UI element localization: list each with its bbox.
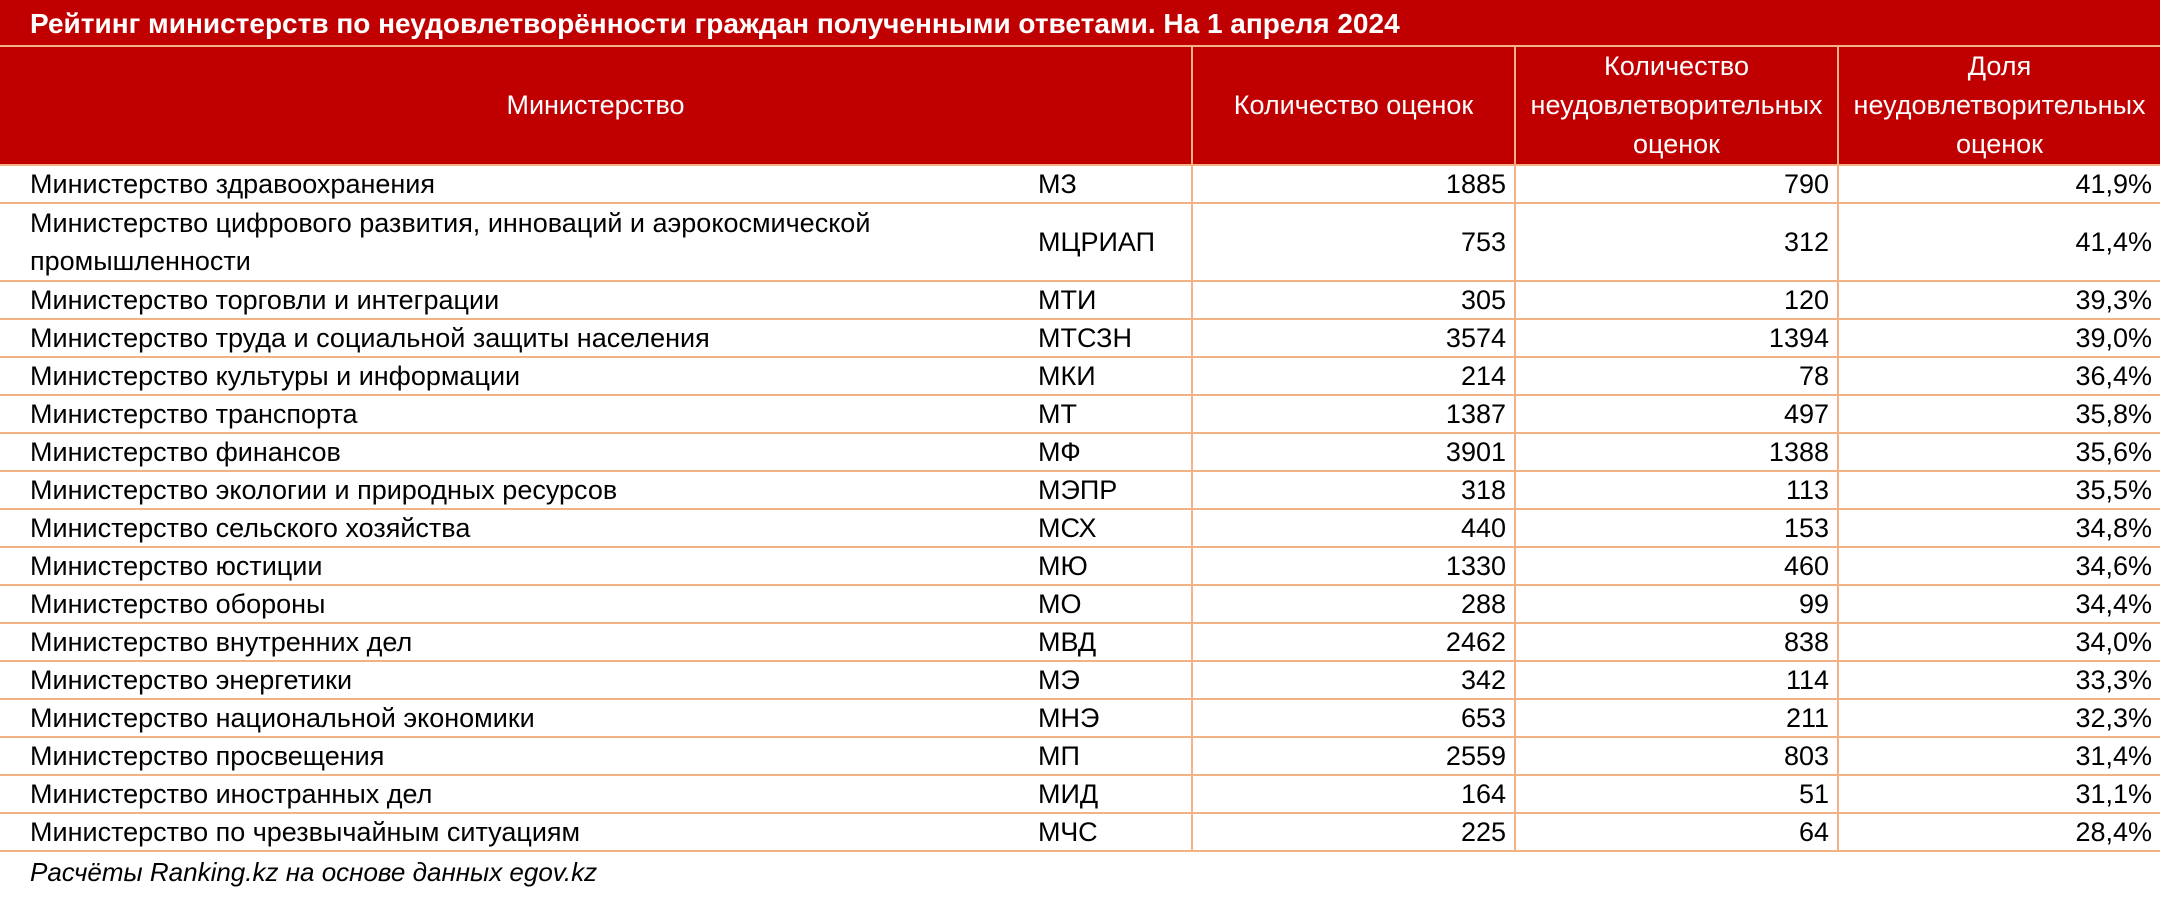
- ministry-abbr-cell: МТСЗН: [1030, 319, 1192, 357]
- unsatisfied-share-cell: 34,0%: [1838, 623, 2160, 661]
- unsatisfied-count-cell: 1394: [1515, 319, 1838, 357]
- ministry-name-cell: Министерство энергетики: [0, 661, 1030, 699]
- header-row: [0, 47, 2160, 165]
- unsatisfied-count-cell: 64: [1515, 813, 1838, 851]
- ministry-abbr-cell: МЭ: [1030, 661, 1192, 699]
- ministry-name-cell: Министерство экологии и природных ресурсов: [0, 471, 1030, 509]
- ministry-name-cell: Министерство культуры и информации: [0, 357, 1030, 395]
- ratings-count-cell: 1387: [1192, 395, 1515, 433]
- ratings-count-cell: 2559: [1192, 737, 1515, 775]
- ministry-name-cell: Министерство здравоохранения: [0, 165, 1030, 203]
- unsatisfied-count-cell: 460: [1515, 547, 1838, 585]
- ministry-abbr-cell: МНЭ: [1030, 699, 1192, 737]
- ministry-name-cell: Министерство торговли и интеграции: [0, 281, 1030, 319]
- table-row: [0, 699, 2160, 737]
- header-unsatisfied-share: Доля неудовлетворительных оценок: [1838, 47, 2160, 165]
- ratings-count-cell: 225: [1192, 813, 1515, 851]
- unsatisfied-count-cell: 78: [1515, 357, 1838, 395]
- unsatisfied-share-cell: 35,8%: [1838, 395, 2160, 433]
- ministry-abbr-cell: МЦРИАП: [1030, 203, 1192, 281]
- ministry-name-cell: Министерство просвещения: [0, 737, 1030, 775]
- header-unsatisfied-count: Количество неудовлетворительных оценок: [1515, 47, 1838, 165]
- table-row: [0, 203, 2160, 281]
- ratings-count-cell: 2462: [1192, 623, 1515, 661]
- unsatisfied-count-cell: 99: [1515, 585, 1838, 623]
- ratings-count-cell: 3901: [1192, 433, 1515, 471]
- unsatisfied-count-cell: 497: [1515, 395, 1838, 433]
- ministry-abbr-cell: МЗ: [1030, 165, 1192, 203]
- unsatisfied-share-cell: 34,4%: [1838, 585, 2160, 623]
- unsatisfied-share-cell: 31,4%: [1838, 737, 2160, 775]
- ministry-name-cell: Министерство транспорта: [0, 395, 1030, 433]
- ministry-name-cell: Министерство иностранных дел: [0, 775, 1030, 813]
- source-note: Расчёты Ranking.kz на основе данных egov.kz: [30, 857, 598, 887]
- ratings-count-cell: 342: [1192, 661, 1515, 699]
- ratings-count-cell: 164: [1192, 775, 1515, 813]
- ratings-count-cell: 214: [1192, 357, 1515, 395]
- unsatisfied-share-cell: 28,4%: [1838, 813, 2160, 851]
- ministry-name-cell: Министерство сельского хозяйства: [0, 509, 1030, 547]
- table-row: [0, 319, 2160, 357]
- unsatisfied-count-cell: 790: [1515, 165, 1838, 203]
- unsatisfied-share-cell: 32,3%: [1838, 699, 2160, 737]
- ratings-count-cell: 318: [1192, 471, 1515, 509]
- table-row: [0, 165, 2160, 203]
- ministry-abbr-cell: МИД: [1030, 775, 1192, 813]
- unsatisfied-count-cell: 113: [1515, 471, 1838, 509]
- table-row: [0, 661, 2160, 699]
- table-row: [0, 395, 2160, 433]
- ratings-count-cell: 440: [1192, 509, 1515, 547]
- table-row: [0, 585, 2160, 623]
- ministry-name-cell: Министерство труда и социальной защиты населения: [0, 319, 1030, 357]
- ministry-name-cell: Министерство национальной экономики: [0, 699, 1030, 737]
- table-row: [0, 357, 2160, 395]
- table-row: [0, 623, 2160, 661]
- table-row: [0, 775, 2160, 813]
- unsatisfied-count-cell: 114: [1515, 661, 1838, 699]
- unsatisfied-share-cell: 39,0%: [1838, 319, 2160, 357]
- ministry-abbr-cell: МЮ: [1030, 547, 1192, 585]
- unsatisfied-count-cell: 803: [1515, 737, 1838, 775]
- ministry-name-cell: Министерство внутренних дел: [0, 623, 1030, 661]
- unsatisfied-share-cell: 31,1%: [1838, 775, 2160, 813]
- table-title: Рейтинг министерств по неудовлетворённости граждан полученными ответами. На 1 апреля 2024: [0, 0, 2160, 47]
- table-row: [0, 433, 2160, 471]
- unsatisfied-share-cell: 35,5%: [1838, 471, 2160, 509]
- ministry-name-cell: Министерство по чрезвычайным ситуациям: [0, 813, 1030, 851]
- unsatisfied-share-cell: 41,9%: [1838, 165, 2160, 203]
- ministry-rating-table: [0, 47, 2160, 852]
- unsatisfied-count-cell: 51: [1515, 775, 1838, 813]
- table-body: [0, 165, 2160, 851]
- ratings-count-cell: 753: [1192, 203, 1515, 281]
- unsatisfied-count-cell: 153: [1515, 509, 1838, 547]
- unsatisfied-share-cell: 36,4%: [1838, 357, 2160, 395]
- table-row: [0, 509, 2160, 547]
- unsatisfied-share-cell: 34,8%: [1838, 509, 2160, 547]
- unsatisfied-share-cell: 35,6%: [1838, 433, 2160, 471]
- table-row: [0, 813, 2160, 851]
- ministry-abbr-cell: МВД: [1030, 623, 1192, 661]
- ratings-count-cell: 653: [1192, 699, 1515, 737]
- table-row: [0, 281, 2160, 319]
- ratings-count-cell: 1885: [1192, 165, 1515, 203]
- ministry-abbr-cell: МСХ: [1030, 509, 1192, 547]
- unsatisfied-count-cell: 1388: [1515, 433, 1838, 471]
- unsatisfied-count-cell: 312: [1515, 203, 1838, 281]
- ministry-abbr-cell: МТ: [1030, 395, 1192, 433]
- ratings-count-cell: 305: [1192, 281, 1515, 319]
- unsatisfied-count-cell: 120: [1515, 281, 1838, 319]
- table-row: [0, 471, 2160, 509]
- ministry-name-cell: Министерство обороны: [0, 585, 1030, 623]
- unsatisfied-share-cell: 41,4%: [1838, 203, 2160, 281]
- unsatisfied-share-cell: 34,6%: [1838, 547, 2160, 585]
- ministry-abbr-cell: МЭПР: [1030, 471, 1192, 509]
- table-row: [0, 737, 2160, 775]
- ratings-count-cell: 1330: [1192, 547, 1515, 585]
- header-ministry: Министерство: [0, 47, 1192, 165]
- ratings-count-cell: 288: [1192, 585, 1515, 623]
- ministry-abbr-cell: МФ: [1030, 433, 1192, 471]
- unsatisfied-share-cell: 33,3%: [1838, 661, 2160, 699]
- header-count: Количество оценок: [1192, 47, 1515, 165]
- ministry-abbr-cell: МО: [1030, 585, 1192, 623]
- ministry-abbr-cell: МЧС: [1030, 813, 1192, 851]
- ministry-name-cell: Министерство финансов: [0, 433, 1030, 471]
- unsatisfied-count-cell: 211: [1515, 699, 1838, 737]
- ministry-name-cell: Министерство юстиции: [0, 547, 1030, 585]
- unsatisfied-count-cell: 838: [1515, 623, 1838, 661]
- unsatisfied-share-cell: 39,3%: [1838, 281, 2160, 319]
- ministry-abbr-cell: МТИ: [1030, 281, 1192, 319]
- ministry-abbr-cell: МП: [1030, 737, 1192, 775]
- ratings-count-cell: 3574: [1192, 319, 1515, 357]
- ministry-name-cell: Министерство цифрового развития, инноваций и аэрокосмической промышленности: [0, 203, 1030, 281]
- ministry-abbr-cell: МКИ: [1030, 357, 1192, 395]
- table-row: [0, 547, 2160, 585]
